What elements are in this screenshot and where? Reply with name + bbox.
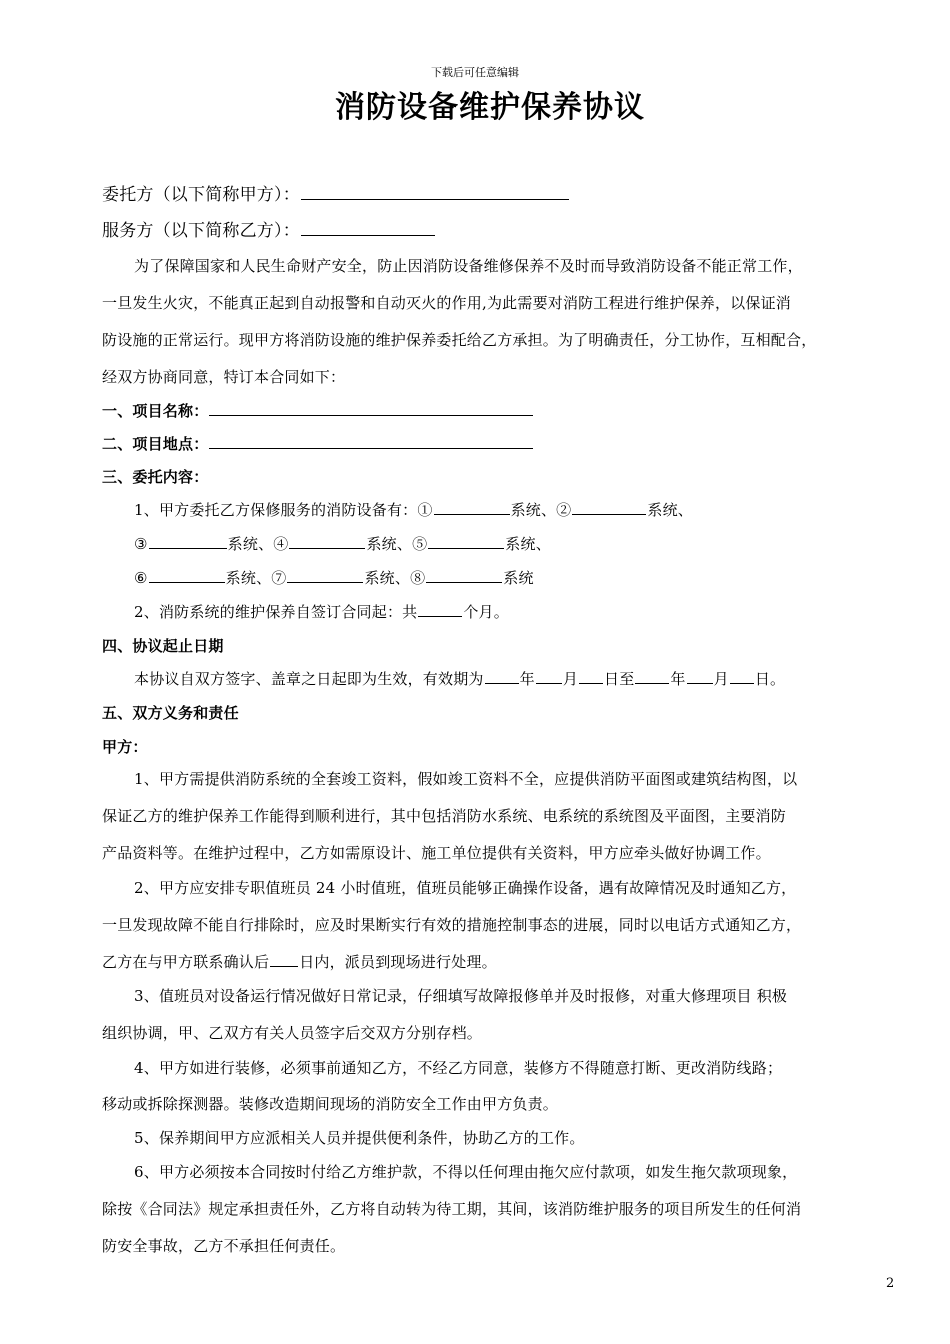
year-word: 年	[670, 670, 686, 688]
start-year-field[interactable]	[485, 669, 519, 684]
day-to-word: 日至	[604, 670, 635, 688]
a2-last-text-b: 日内，派员到现场进行处理。	[299, 953, 497, 971]
a4-line-2: 移动或拆除探测器。装修改造期间现场的消防安全工作由甲方负责。	[102, 1095, 559, 1113]
month-word: 月	[562, 670, 579, 688]
a2-last-text-a: 乙方在与甲方联系确认后	[102, 953, 270, 971]
intro-line-2: 一旦发生火灾，不能真正起到自动报警和自动灭火的作用,为此需要对消防工程进行维护保养，以保证消	[102, 294, 791, 312]
system-word: 系统	[647, 501, 678, 519]
intro-line-4: 经双方协商同意，特订本合同如下：	[102, 368, 346, 386]
separator: 、	[535, 535, 551, 553]
system-word: 系统	[503, 569, 534, 587]
separator: 、	[396, 535, 413, 553]
a4-line-1: 4、甲方如进行装修，必须事前通知乙方，不经乙方同意，装修方不得随意打断、更改消防线路；	[134, 1059, 783, 1077]
project-location-field[interactable]	[209, 434, 533, 449]
client-name-field[interactable]	[301, 185, 569, 200]
validity-text: 本协议自双方签字、盖章之日起即为生效，有效期为	[134, 670, 484, 688]
system-6-field[interactable]	[149, 568, 225, 583]
section-1-heading: 一、项目名称：	[102, 402, 209, 420]
a6-line-2: 除按《合同法》规定承担责任外，乙方将自动转为待工期，其间，该消防维护服务的项目所发生的任何消	[102, 1200, 802, 1218]
month-word: 月	[713, 670, 729, 688]
system-3-field[interactable]	[149, 534, 227, 549]
start-day-field[interactable]	[579, 669, 603, 684]
s3-item2-line	[134, 602, 509, 622]
marker-7: ⑦	[271, 569, 287, 587]
separator: 、	[256, 569, 272, 587]
document-title: 消防设备维护保养协议	[335, 90, 645, 125]
marker-8: ⑧	[410, 569, 426, 587]
s3-item2-text-a: 2、消防系统的维护保养自签订合同起：共	[134, 603, 418, 621]
client-line	[102, 184, 570, 206]
client-label: 委托方（以下简称甲方）：	[102, 185, 300, 205]
year-word: 年	[519, 670, 535, 688]
end-year-field[interactable]	[635, 669, 669, 684]
months-field[interactable]	[418, 602, 462, 617]
intro-line-1: 为了保障国家和人民生命财产安全，防止因消防设备维修保养不及时而导致消防设备不能正常工作，	[134, 257, 803, 275]
provider-line	[102, 220, 436, 242]
a6-line-1: 6、甲方必须按本合同按时付给乙方维护款，不得以任何理由拖欠应付款项，如发生拖欠款项现象，	[134, 1163, 798, 1181]
section-2-heading: 二、项目地点：	[102, 435, 209, 453]
day-end-word: 日。	[754, 670, 786, 688]
systems-line-1	[134, 500, 693, 520]
end-day-field[interactable]	[730, 669, 754, 684]
system-word: 系统	[227, 535, 259, 553]
end-month-field[interactable]	[687, 669, 713, 684]
header-note: 下载后可任意编辑	[431, 66, 519, 79]
system-word: 系统	[225, 569, 257, 587]
a5-line: 5、保养期间甲方应派相关人员并提供便利条件，协助乙方的工作。	[134, 1129, 585, 1147]
system-8-field[interactable]	[426, 568, 502, 583]
marker-4: ④	[273, 535, 289, 553]
provider-name-field[interactable]	[301, 221, 435, 236]
section-5-heading: 五、双方义务和责任	[102, 704, 239, 722]
intro-line-3: 防设施的正常运行。现甲方将消防设施的维护保养委托给乙方承担。为了明确责任，分工协作，互相配合，	[102, 331, 817, 349]
section-3-heading: 三、委托内容：	[102, 468, 209, 486]
a3-line-2: 组织协调，甲、乙双方有关人员签字后交双方分别存档。	[102, 1024, 483, 1042]
section-4-heading: 四、协议起止日期	[102, 637, 224, 655]
page-number: 2	[886, 1276, 895, 1291]
system-word: 系统	[366, 535, 397, 553]
separator: 、	[677, 501, 693, 519]
separator: 、	[394, 569, 411, 587]
a2-line-2: 一旦发现故障不能自行排除时，应及时果断实行有效的措施控制事态的进展，同时以电话方式通知乙方，	[102, 916, 802, 934]
system-word: 系统	[505, 535, 536, 553]
systems-line-3	[134, 568, 534, 588]
a2-line-1: 2、甲方应安排专职值班员 24 小时值班，值班员能够正确操作设备，遇有故障情况及时通知乙方，	[134, 879, 797, 897]
system-word: 系统	[364, 569, 395, 587]
s3-item2-text-b: 个月。	[463, 603, 509, 621]
separator: 、	[540, 501, 557, 519]
separator: 、	[258, 535, 274, 553]
a1-line-3: 产品资料等。在维护过程中，乙方如需原设计、施工单位提供有关资料，甲方应牵头做好协调工作。	[102, 844, 771, 862]
section-1-line	[102, 401, 534, 421]
system-4-field[interactable]	[289, 534, 365, 549]
marker-5: ⑤	[412, 535, 428, 553]
system-5-field[interactable]	[428, 534, 504, 549]
provider-label: 服务方（以下简称乙方）：	[102, 221, 300, 241]
a6-line-3: 防安全事故，乙方不承担任何责任。	[102, 1237, 346, 1255]
s3-item1-prefix: 1、甲方委托乙方保修服务的消防设备有：	[134, 501, 418, 519]
section-2-line	[102, 434, 534, 454]
systems-line-2	[134, 534, 551, 554]
system-7-field[interactable]	[287, 568, 363, 583]
a2-line-3	[102, 952, 497, 972]
marker-1: ①	[417, 501, 433, 519]
a1-line-2: 保证乙方的维护保养工作能得到顺利进行，其中包括消防水系统、电系统的系统图及平面图，主要消防	[102, 807, 787, 825]
start-month-field[interactable]	[536, 669, 562, 684]
system-2-field[interactable]	[572, 500, 646, 515]
response-days-field[interactable]	[270, 952, 298, 967]
system-1-field[interactable]	[434, 500, 510, 515]
marker-2: ②	[556, 501, 572, 519]
marker-6: ⑥	[134, 569, 148, 587]
system-word: 系统	[510, 501, 541, 519]
marker-3: ③	[134, 535, 148, 553]
a1-line-1: 1、甲方需提供消防系统的全套竣工资料，假如竣工资料不全，应提供消防平面图或建筑结构图，以	[134, 770, 798, 788]
party-a-heading: 甲方：	[102, 738, 148, 756]
validity-line	[134, 669, 785, 689]
project-name-field[interactable]	[209, 401, 533, 416]
a3-line-1: 3、值班员对设备运行情况做好日常记录，仔细填写故障报修单并及时报修，对重大修理项目 积极	[134, 987, 788, 1005]
